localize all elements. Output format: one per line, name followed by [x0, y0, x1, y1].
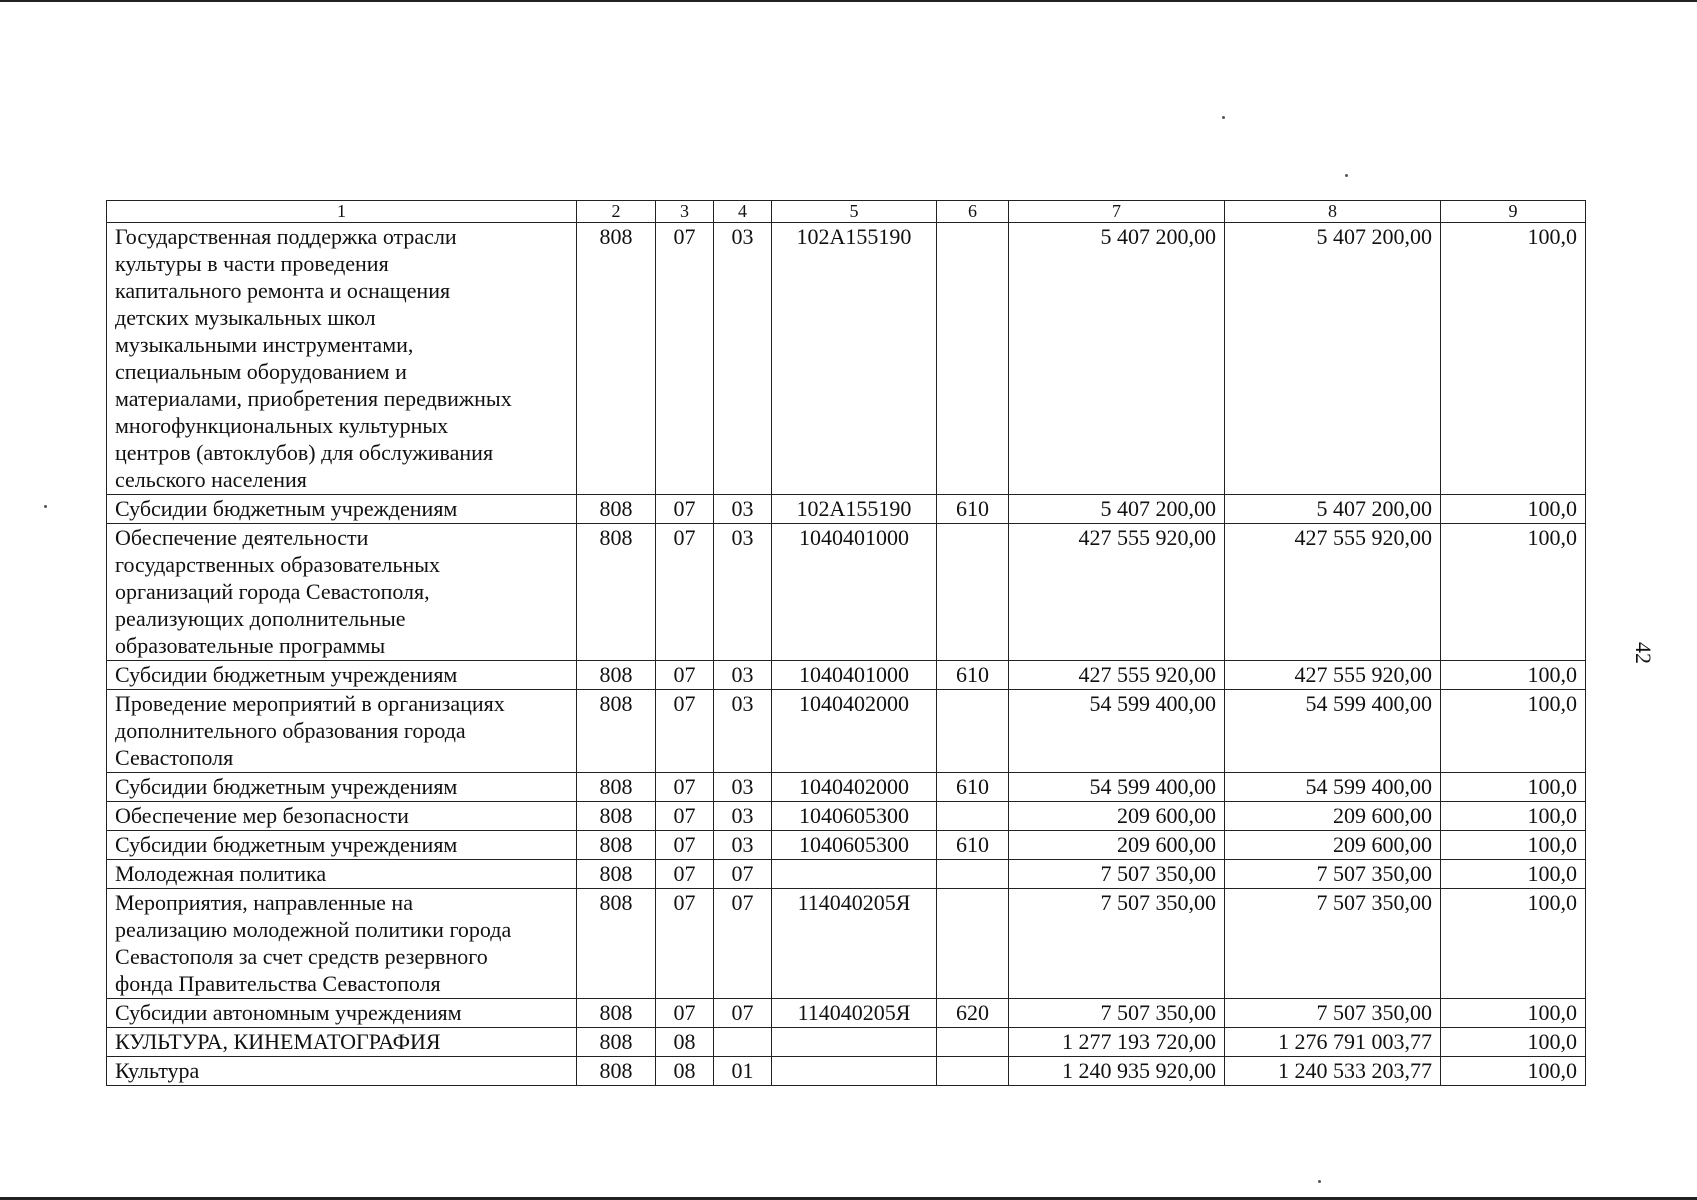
cell-col7: 427 555 920,00: [1009, 661, 1225, 690]
cell-col7: 209 600,00: [1009, 802, 1225, 831]
cell-col3: 07: [656, 661, 714, 690]
cell-name: Субсидии бюджетным учреждениям: [107, 831, 577, 860]
cell-col3: 07: [656, 773, 714, 802]
cell-col5: 1040401000: [772, 661, 937, 690]
cell-col7: 1 240 935 920,00: [1009, 1057, 1225, 1086]
table-row: [107, 495, 1586, 524]
cell-col5: 1040605300: [772, 831, 937, 860]
column-number: 2: [577, 201, 656, 223]
cell-col2: 808: [577, 802, 656, 831]
column-number: 3: [656, 201, 714, 223]
column-number: 8: [1225, 201, 1441, 223]
cell-col6: 620: [937, 999, 1009, 1028]
table-row: [107, 1057, 1586, 1086]
table-row: [107, 661, 1586, 690]
table-row: [107, 889, 1586, 999]
cell-col4: [714, 1028, 772, 1057]
cell-col6: 610: [937, 831, 1009, 860]
cell-col8: 5 407 200,00: [1225, 495, 1441, 524]
cell-col5: 1040402000: [772, 690, 937, 773]
cell-col5: 102A155190: [772, 223, 937, 495]
page-number: 42: [1631, 642, 1656, 664]
cell-col8: 54 599 400,00: [1225, 773, 1441, 802]
cell-col6: [937, 1028, 1009, 1057]
cell-col6: [937, 860, 1009, 889]
column-number: 5: [772, 201, 937, 223]
cell-col8: 7 507 350,00: [1225, 889, 1441, 999]
table-row: [107, 1028, 1586, 1057]
cell-col3: 07: [656, 889, 714, 999]
cell-col5: 1040605300: [772, 802, 937, 831]
cell-col5: 1040402000: [772, 773, 937, 802]
cell-col2: 808: [577, 661, 656, 690]
cell-col3: 07: [656, 690, 714, 773]
cell-col3: 07: [656, 495, 714, 524]
column-number: 6: [937, 201, 1009, 223]
cell-col5: [772, 1057, 937, 1086]
cell-name: КУЛЬТУРА, КИНЕМАТОГРАФИЯ: [107, 1028, 577, 1057]
cell-col7: 7 507 350,00: [1009, 889, 1225, 999]
cell-col9: 100,0: [1441, 860, 1586, 889]
cell-col4: 03: [714, 802, 772, 831]
cell-col2: 808: [577, 1057, 656, 1086]
cell-col7: 5 407 200,00: [1009, 495, 1225, 524]
cell-col7: 7 507 350,00: [1009, 999, 1225, 1028]
cell-col7: 54 599 400,00: [1009, 690, 1225, 773]
cell-name: Государственная поддержка отрасли культуры в части проведения капитального ремонта и оснащения детских музыкальных школ музыкальными инструментами, специальным оборудованием и материалами, приобретения передвижных многофункциональных культурных центров (автоклубов) для обслуживания сельского населения: [107, 223, 577, 495]
cell-col2: 808: [577, 690, 656, 773]
cell-col9: 100,0: [1441, 661, 1586, 690]
cell-col3: 08: [656, 1028, 714, 1057]
budget-table: [106, 200, 1586, 1086]
cell-col6: 610: [937, 495, 1009, 524]
table-row: [107, 860, 1586, 889]
column-number: 1: [107, 201, 577, 223]
cell-name: Обеспечение мер безопасности: [107, 802, 577, 831]
table-row: [107, 524, 1586, 661]
cell-col6: [937, 1057, 1009, 1086]
cell-col4: 03: [714, 773, 772, 802]
cell-col2: 808: [577, 495, 656, 524]
cell-col7: 1 277 193 720,00: [1009, 1028, 1225, 1057]
cell-col3: 07: [656, 524, 714, 661]
table-row: [107, 223, 1586, 495]
cell-col2: 808: [577, 831, 656, 860]
cell-col8: 209 600,00: [1225, 831, 1441, 860]
column-number: 4: [714, 201, 772, 223]
cell-col2: 808: [577, 999, 656, 1028]
scan-top-edge: [0, 0, 1697, 2]
cell-col3: 07: [656, 831, 714, 860]
scan-speck: [44, 505, 47, 508]
cell-col2: 808: [577, 524, 656, 661]
cell-name: Обеспечение деятельности государственных образовательных организаций города Севастополя, реализующих дополнительные образовательные программы: [107, 524, 577, 661]
cell-col4: 03: [714, 831, 772, 860]
cell-col3: 07: [656, 999, 714, 1028]
cell-col9: 100,0: [1441, 690, 1586, 773]
cell-col6: [937, 524, 1009, 661]
cell-col8: 209 600,00: [1225, 802, 1441, 831]
cell-col7: 209 600,00: [1009, 831, 1225, 860]
column-number-row: [107, 201, 1586, 223]
cell-col3: 07: [656, 860, 714, 889]
cell-col5: 114040205Я: [772, 889, 937, 999]
cell-col2: 808: [577, 223, 656, 495]
cell-col4: 03: [714, 495, 772, 524]
cell-col9: 100,0: [1441, 1057, 1586, 1086]
cell-col9: 100,0: [1441, 223, 1586, 495]
cell-col5: 1040401000: [772, 524, 937, 661]
cell-col6: 610: [937, 773, 1009, 802]
cell-col3: 08: [656, 1057, 714, 1086]
cell-col9: 100,0: [1441, 773, 1586, 802]
cell-name: Мероприятия, направленные на реализацию молодежной политики города Севастополя за счет средств резервного фонда Правительства Севастополя: [107, 889, 577, 999]
scan-speck: [1345, 174, 1348, 177]
cell-name: Субсидии автономным учреждениям: [107, 999, 577, 1028]
cell-col8: 7 507 350,00: [1225, 999, 1441, 1028]
cell-col9: 100,0: [1441, 495, 1586, 524]
cell-name: Субсидии бюджетным учреждениям: [107, 495, 577, 524]
cell-col4: 03: [714, 524, 772, 661]
column-number: 9: [1441, 201, 1586, 223]
cell-col4: 03: [714, 690, 772, 773]
table-body: [107, 201, 1586, 1086]
cell-col2: 808: [577, 1028, 656, 1057]
cell-col4: 03: [714, 223, 772, 495]
cell-col5: [772, 1028, 937, 1057]
cell-col8: 1 276 791 003,77: [1225, 1028, 1441, 1057]
cell-col9: 100,0: [1441, 831, 1586, 860]
cell-col4: 07: [714, 860, 772, 889]
table-row: [107, 831, 1586, 860]
cell-col6: [937, 889, 1009, 999]
cell-col7: 5 407 200,00: [1009, 223, 1225, 495]
cell-col5: [772, 860, 937, 889]
scan-speck: [1318, 1180, 1321, 1183]
cell-col9: 100,0: [1441, 524, 1586, 661]
cell-col4: 03: [714, 661, 772, 690]
cell-col6: [937, 223, 1009, 495]
cell-name: Субсидии бюджетным учреждениям: [107, 773, 577, 802]
cell-col8: 1 240 533 203,77: [1225, 1057, 1441, 1086]
cell-col8: 427 555 920,00: [1225, 524, 1441, 661]
cell-col8: 54 599 400,00: [1225, 690, 1441, 773]
cell-col8: 5 407 200,00: [1225, 223, 1441, 495]
cell-name: Проведение мероприятий в организациях дополнительного образования города Севастополя: [107, 690, 577, 773]
cell-col9: 100,0: [1441, 802, 1586, 831]
cell-col9: 100,0: [1441, 1028, 1586, 1057]
table-row: [107, 773, 1586, 802]
cell-col8: 7 507 350,00: [1225, 860, 1441, 889]
cell-col3: 07: [656, 223, 714, 495]
cell-col9: 100,0: [1441, 889, 1586, 999]
table-row: [107, 802, 1586, 831]
cell-col3: 07: [656, 802, 714, 831]
cell-col6: [937, 802, 1009, 831]
cell-col8: 427 555 920,00: [1225, 661, 1441, 690]
cell-col4: 07: [714, 889, 772, 999]
cell-col4: 01: [714, 1057, 772, 1086]
cell-col2: 808: [577, 889, 656, 999]
cell-col5: 114040205Я: [772, 999, 937, 1028]
cell-name: Молодежная политика: [107, 860, 577, 889]
cell-col4: 07: [714, 999, 772, 1028]
cell-col6: [937, 690, 1009, 773]
column-number: 7: [1009, 201, 1225, 223]
cell-col6: 610: [937, 661, 1009, 690]
cell-col2: 808: [577, 773, 656, 802]
cell-name: Культура: [107, 1057, 577, 1086]
cell-col7: 7 507 350,00: [1009, 860, 1225, 889]
cell-col5: 102A155190: [772, 495, 937, 524]
table-row: [107, 690, 1586, 773]
cell-col2: 808: [577, 860, 656, 889]
table-row: [107, 999, 1586, 1028]
cell-col9: 100,0: [1441, 999, 1586, 1028]
cell-col7: 54 599 400,00: [1009, 773, 1225, 802]
cell-name: Субсидии бюджетным учреждениям: [107, 661, 577, 690]
cell-col7: 427 555 920,00: [1009, 524, 1225, 661]
scan-speck: [1222, 116, 1225, 119]
